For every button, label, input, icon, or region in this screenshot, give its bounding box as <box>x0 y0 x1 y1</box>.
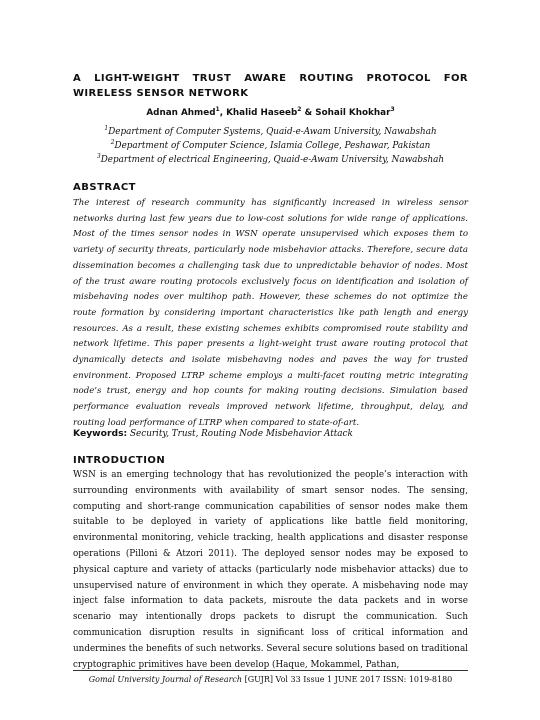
author-separator: , <box>219 108 227 118</box>
author-affiliation-marker: 2 <box>297 106 302 114</box>
author-separator: & <box>301 108 316 118</box>
introduction-body: WSN is an emerging technology that has revolutionized the people’s interaction with surrounding environments with availability of smart sensor nodes. The sensing, computing and short-range communication capabilities of sensor nodes make them suitable to be deployed in variety of applications like battle field monitoring, environmental monitoring, vehicle tracking, health applications and disaster response operations (Pilloni & Atzori 2011). The deployed sensor nodes may be exposed to physical capture and variety of attacks (particularly node misbehavior attacks) due to unsupervised nature of environment in which they operate. A misbehaving node may inject false information to data packets, misroute the data packets and in worse scenario may intentionally drops packets to disrupt the communication. Such communication disruption results in significant loss of critical information and undermines the benefits of such networks. Several secure solutions based on traditional cryptographic primitives have been develop (Haque, Mokammel, Pathan, <box>73 470 468 670</box>
author-list <box>73 108 468 118</box>
affiliation-text: Department of electrical Engineering, Quaid-e-Awam University, Nawabshah <box>100 155 445 166</box>
paper-page <box>73 0 468 720</box>
author-name: Adnan Ahmed <box>146 108 216 118</box>
keywords-label: Keywords: <box>73 428 128 439</box>
affiliation-marker: 1 <box>104 125 109 133</box>
author-affiliation-marker: 1 <box>215 106 220 114</box>
keywords-line <box>73 428 468 439</box>
abstract-heading: ABSTRACT <box>73 182 136 193</box>
affiliation-list <box>73 125 468 168</box>
abstract-body: The interest of research community has significantly increased in wireless sensor networks during last few years due to low-cost solutions for wide range of applications. Most of the times sensor nodes in WSN operate unsupervised which exposes them to variety of security threats, particularly node misbehavior attacks. Therefore, secure data dissemination becomes a challenging task due to unpredictable behavior of nodes. Most of the trust aware routing protocols exclusively focus on identification and isolation of misbehaving nodes over multihop path. However, these schemes do not optimize the route formation by considering important characteristics like path length and energy resources. As a result, these existing schemes exhibits compromised route stability and network lifetime. This paper presents a light-weight trust aware routing protocol that dynamically detects and isolate misbehaving nodes and paves the way for trusted environment. Proposed LTRP scheme employs a multi-facet routing metric integrating node’s trust, energy and hop counts for making routing decisions. Simulation based performance evaluation reveals improved network lifetime, throughput, delay, and routing load performance of LTRP when compared to state-of-art. <box>73 198 468 428</box>
affiliation-marker: 2 <box>110 139 115 147</box>
footer-divider <box>73 670 468 671</box>
keywords-value: Security, Trust, Routing Node Misbehavior Attack <box>130 429 353 439</box>
author-affiliation-marker: 3 <box>390 106 395 114</box>
page-footer <box>73 675 468 684</box>
footer-journal-name: Gomal University Journal of Research <box>88 675 243 684</box>
author-name: Khalid Haseeb <box>226 108 298 118</box>
author-name: Sohail Khokhar <box>315 108 391 118</box>
affiliation-marker: 3 <box>96 153 101 161</box>
affiliation <box>73 125 468 139</box>
affiliation <box>73 153 468 167</box>
introduction-heading: INTRODUCTION <box>73 455 166 466</box>
paper-title: A LIGHT-WEIGHT TRUST AWARE ROUTING PROTOCOL FOR WIRELESS SENSOR NETWORK <box>73 73 468 99</box>
footer-issue-info: [GUJR] Vol 33 Issue 1 JUNE 2017 ISSN: 1019-8180 <box>242 675 453 684</box>
affiliation-text: Department of Computer Systems, Quaid-e-Awam University, Nawabshah <box>108 127 437 137</box>
affiliation <box>73 139 468 153</box>
affiliation-text: Department of Computer Science, Islamia College, Peshawar, Pakistan <box>114 141 431 152</box>
